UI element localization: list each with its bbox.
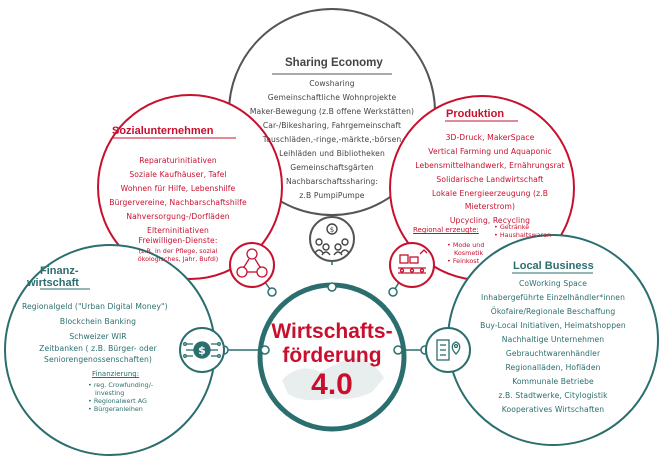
- center-title-line1: Wirtschafts-: [271, 320, 393, 343]
- produktion-regional-line: Kosmetik: [454, 249, 484, 257]
- sozial-item: Nahversorgung-/Dorfläden: [126, 212, 230, 221]
- sozial-item: Wohnen für Hilfe, Lebenshilfe: [120, 184, 236, 193]
- sharing-item: Tauschläden,-ringe,-märkte,-börsen: [262, 135, 402, 144]
- svg-text:$: $: [198, 344, 206, 357]
- local-item: Kooperatives Wirtschaften: [501, 405, 605, 414]
- finanz-financing-label: Finanzierung:: [92, 370, 140, 378]
- sharing-icon-badge: [310, 217, 354, 261]
- finanz-title-1: Finanz-: [40, 265, 79, 277]
- produktion-regional-bullet: • Mode und: [447, 241, 485, 249]
- finanz-item: Seniorengenossenschaften): [44, 355, 152, 364]
- local-icon-badge: [426, 328, 470, 372]
- finanz-fin-item-0: reg. Crowfunding/-: [93, 381, 154, 389]
- dollar-circuit-icon: [184, 342, 221, 358]
- local-item: Inhabergeführte Einzelhändler*innen: [481, 293, 625, 302]
- finanz-financing-item: • reg. Crowfunding/-: [88, 381, 154, 389]
- local-item: Regionalläden, Hofläden: [505, 363, 601, 372]
- svg-text:$: $: [329, 226, 335, 234]
- sozial-item: Soziale Kaufhäuser, Tafel: [129, 170, 227, 179]
- finanz-financing-item: • Bürgeranleihen: [88, 405, 143, 413]
- sharing-item: Car-/Bikesharing, Fahrgemeinschaft: [262, 121, 402, 130]
- produktion-item: Upcycling, Recycling: [449, 216, 531, 225]
- sharing-item: Gemeinschaftliche Wohnprojekte: [267, 93, 397, 102]
- finanz-item: Blockchein Banking: [59, 317, 137, 326]
- sharing-item: Cowsharing: [309, 79, 355, 88]
- local-item: Gebrauchtwarenhändler: [505, 349, 601, 358]
- finanz-financing-line: investing: [95, 389, 125, 397]
- produktion-item: Lokale Energieerzeugung (z.B: [431, 189, 549, 198]
- sharing-item: Gemeinschaftsgärten: [290, 163, 374, 172]
- produktion-regional-b2: Feinkost: [452, 257, 480, 265]
- sozial-item: Freiwilligen-Dienste:: [138, 236, 218, 245]
- produktion-item: Vertical Farming und Aquaponic: [428, 147, 552, 156]
- produktion-title: Produktion: [446, 108, 505, 120]
- local-item: Ökofaire/Regionale Beschaffung: [490, 307, 616, 316]
- sharing-item: Leihläden und Bibliotheken: [279, 149, 385, 158]
- produktion-item: 3D-Druck, MakerSpace: [445, 133, 535, 142]
- local-item: Nachhaltige Unternehmen: [501, 335, 605, 344]
- produktion-item: Lebensmittelhandwerk, Ernährungsrat: [415, 161, 565, 170]
- sozial-item: Reparaturinitiativen: [139, 156, 217, 165]
- produktion-regional-a1: Haushaltswaren: [499, 231, 552, 239]
- sozial-icon-badge: [230, 243, 274, 287]
- produktion-item: Mieterstrom): [464, 202, 516, 211]
- local-item: z.B. Stadtwerke, Citylogistik: [498, 391, 608, 400]
- finanz-icon-badge: [180, 328, 224, 372]
- produktion-regional-bullet: • Getränke: [494, 223, 530, 231]
- finanz-financing-item: • Regionalwert AG: [88, 397, 147, 405]
- local-item: CoWorking Space: [519, 279, 587, 288]
- sharing-title: Sharing Economy: [285, 57, 383, 69]
- sharing-item: z.B PumpiPumpe: [299, 191, 365, 200]
- local-title: Local Business: [513, 260, 594, 272]
- produktion-icon-badge: [390, 243, 434, 287]
- produktion-item: Solidarische Landwirtschaft: [436, 175, 544, 184]
- finanz-title-2: wirtschaft: [27, 277, 79, 289]
- produktion-regional-label: Regional erzeugte:: [413, 226, 479, 234]
- center-title-line2: förderung: [282, 344, 382, 367]
- center-title-line3: 4.0: [311, 368, 353, 401]
- local-item: Kommunale Betriebe: [512, 377, 594, 386]
- sharing-item: Maker-Bewegung (z.B offene Werkstätten): [249, 107, 415, 116]
- produktion-regional-a0: Getränke: [499, 223, 530, 231]
- sharing-item: Nachbarschaftssharing:: [285, 177, 379, 186]
- finanz-fin-item-3: Bürgeranleihen: [93, 405, 143, 413]
- finanz-item: Schweizer WIR: [69, 332, 127, 341]
- produktion-regional-bullet: • Haushaltswaren: [494, 231, 552, 239]
- produktion-regional-bullet: • Feinkost: [447, 257, 480, 265]
- sozial-note: (z.B. in der Pflege, sozial: [138, 247, 218, 255]
- sozial-note: ökologisches, Jahr, Bufdi): [137, 255, 219, 263]
- finanz-item: Regionalgeld ("Urban Digital Money"): [22, 302, 168, 311]
- sozial-item: Bürgervereine, Nachbarschaftshilfe: [109, 198, 247, 207]
- finanz-item: Zeitbanken ( z.B. Bürger- oder: [39, 344, 157, 353]
- sozial-title: Sozialunternehmen: [112, 125, 214, 137]
- sozial-item: Elterninitiativen: [147, 226, 209, 235]
- produktion-regional-b0: Mode und: [452, 241, 485, 249]
- finanz-fin-item-2: Regionalwert AG: [93, 397, 147, 405]
- local-item: Buy-Local Initiativen, Heimatshoppen: [480, 321, 626, 330]
